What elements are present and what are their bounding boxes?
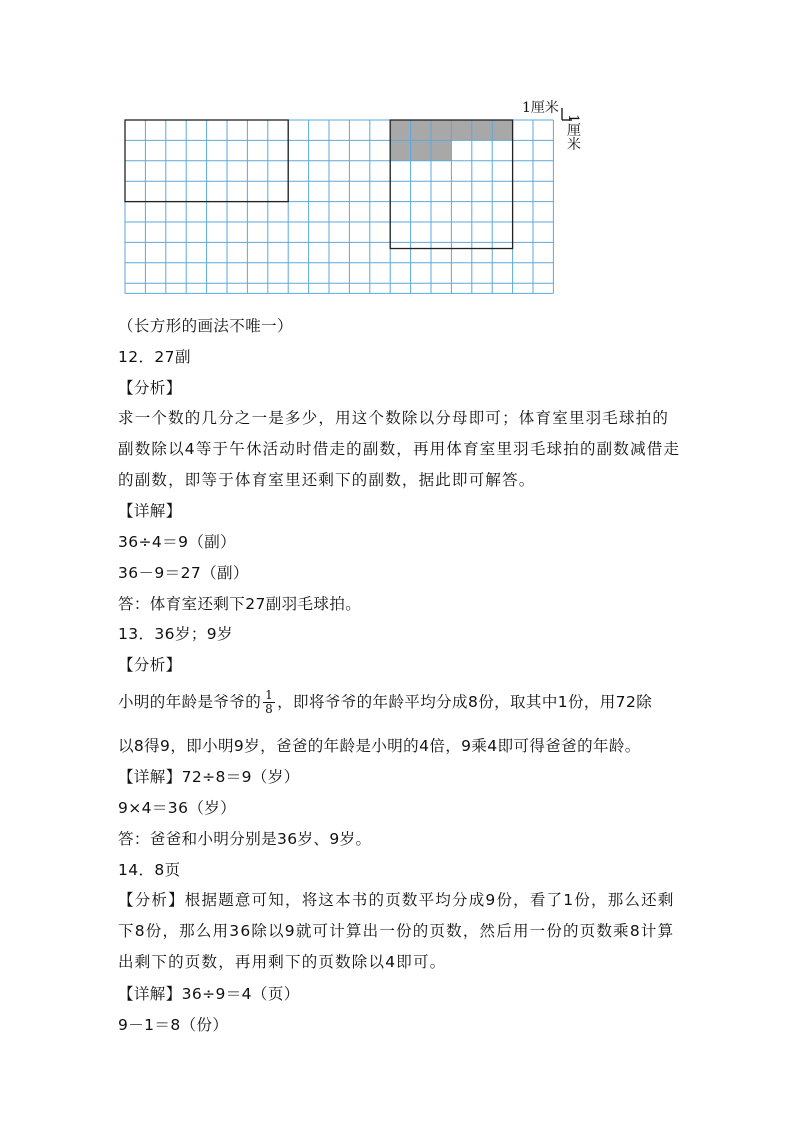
q13-text-b: ，即将爷爷的年龄平均分成8份，取其中1份，用72除 [277, 693, 653, 711]
q13-heading: 13．36岁；9岁 [118, 625, 233, 643]
q13-analysis-label: 【分析】 [118, 656, 182, 674]
q12-step-1: 36÷4＝9（副） [118, 533, 237, 551]
q12-heading: 12．27副 [118, 348, 191, 366]
shaded-square [411, 120, 431, 140]
fraction-one-eighth [263, 689, 275, 716]
shaded-square [390, 140, 410, 160]
q12-analysis-text: 求一个数的几分之一是多少，用这个数除以分母即可；体育室里羽毛球拍的副数除以4等于午休活动时借走的副数，再用体育室里羽毛球拍的副数减借走的副数，即等于体育室里还剩下的副数，据此即可解答。 [118, 409, 681, 489]
drawing-note: （长方形的画法不唯一） [118, 317, 293, 335]
grid-figure [0, 0, 800, 300]
q12-solution-label: 【详解】 [118, 502, 182, 520]
shaded-square [431, 120, 451, 140]
unit-label-vertical: 1厘米 [565, 114, 581, 151]
q13-analysis-line-1 [118, 689, 652, 716]
q13-solution-step-1: 【详解】72÷8＝9（岁） [118, 768, 300, 786]
q14-heading: 14．8页 [118, 861, 181, 879]
grid-diagram [0, 0, 800, 300]
q12-answer: 答：体育室还剩下27副羽毛球拍。 [118, 595, 362, 613]
fraction-numerator: 1 [265, 688, 274, 702]
shaded-square [390, 120, 410, 140]
shaded-square [492, 120, 512, 140]
shaded-square [411, 140, 431, 160]
q13-answer: 答：爸爸和小明分别是36岁、9岁。 [118, 830, 372, 848]
q13-text-a: 小明的年龄是爷爷的 [118, 693, 262, 711]
q12-step-2: 36－9＝27（副） [118, 564, 249, 582]
fraction-denominator: 8 [265, 702, 274, 716]
shaded-square [451, 120, 471, 140]
q14-analysis-text: 【分析】根据题意可知，将这本书的页数平均分成9份，看了1份，那么还剩下8份，那么用36除以9就可计算出一份的页数，然后用一份的页数乘8计算出剩下的页数，再用剩下的页数除以4即可。 [118, 891, 675, 971]
q14-solution-step-1: 【详解】36÷9＝4（页） [118, 985, 300, 1003]
shaded-square [472, 120, 492, 140]
q13-analysis-line-2: 以8得9，即小明9岁，爸爸的年龄是小明的4倍，9乘4即可得爸爸的年龄。 [118, 737, 641, 755]
shaded-square [431, 140, 451, 160]
q14-solution-step-2: 9－1＝8（份） [118, 1016, 229, 1034]
q12-analysis-label: 【分析】 [118, 379, 182, 397]
q13-solution-step-2: 9×4＝36（岁） [118, 799, 237, 817]
unit-label-horizontal: 1厘米 [522, 100, 559, 116]
